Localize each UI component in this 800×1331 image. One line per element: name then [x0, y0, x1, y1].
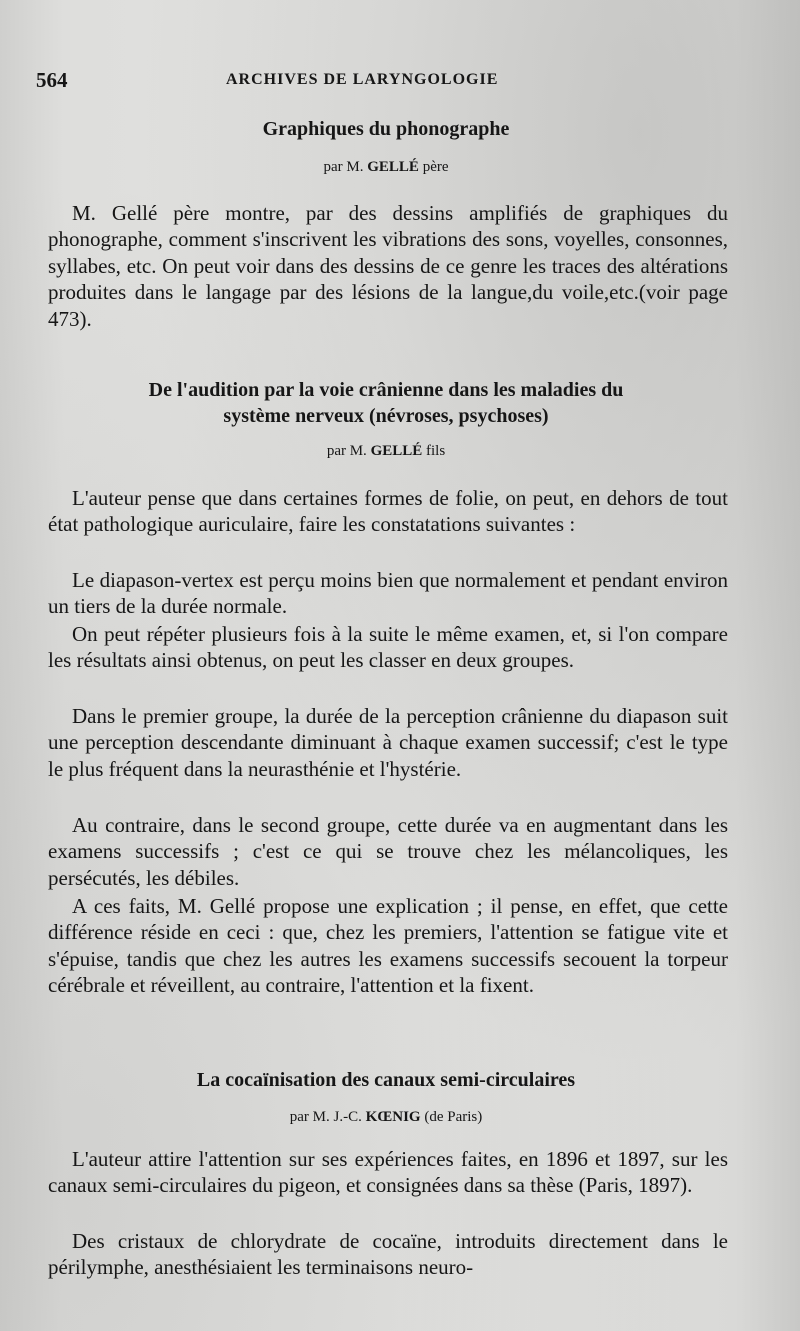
- page-number: 564: [36, 68, 68, 92]
- paragraph: Au contraire, dans le second groupe, cette durée va en augmentant dans les examens successifs ; c'est ce qui se trouve chez les mélancoliques, les persécutés, les débiles.: [48, 813, 728, 890]
- section-title-audition-line2: système nerveux (névroses, psychoses): [223, 405, 549, 427]
- running-head: ARCHIVES DE LARYNGOLOGIE: [226, 71, 499, 88]
- section-title-phonographe: Graphiques du phonographe: [262, 118, 510, 140]
- byline-suffix: fils: [426, 443, 446, 459]
- byline-author-name: GELLÉ: [367, 159, 419, 175]
- section-title-cocainisation: La cocaïnisation des canaux semi-circulaires: [196, 1069, 576, 1091]
- byline-suffix: père: [422, 159, 449, 175]
- paragraph: L'auteur attire l'attention sur ses expériences faites, en 1896 et 1897, sur les canaux semi-circulaires du pigeon, et consignées dans sa thèse (Paris, 1897).: [48, 1147, 728, 1198]
- paragraph: A ces faits, M. Gellé propose une explication ; il pense, en effet, que cette différence réside en ceci : que, chez les premiers, l'attention se fatigue vite et s'épuise, tandis que chez les autres les examens successifs secouent la torpeur cérébrale et réveillent, au contraire, l'attention et la fixent.: [48, 894, 728, 998]
- paragraph: Dans le premier groupe, la durée de la perception crânienne du diapason suit une perception descendante diminuant à chaque examen successif; c'est le type le plus fréquent dans la neurasthénie et l'hystérie.: [48, 704, 728, 781]
- byline-author-name: KŒNIG: [365, 1109, 421, 1125]
- section-title-audition-line1: De l'audition par la voie crânienne dans les maladies du: [148, 379, 624, 401]
- paragraph: L'auteur pense que dans certaines formes de folie, on peut, en dehors de tout état pathologique auriculaire, faire les constatations suivantes :: [48, 486, 728, 537]
- byline-suffix: (de Paris): [424, 1109, 483, 1125]
- paragraph: M. Gellé père montre, par des dessins amplifiés de graphiques du phonographe, comment s'inscrivent les vibrations des sons, voyelles, consonnes, syllabes, etc. On peut voir dans des dessins de ce genre les traces des altérations produites dans le langage par des lésions de la langue,du voile,etc.(voir page 473).: [48, 201, 728, 331]
- byline-prefix: par M. J.-C.: [289, 1109, 362, 1125]
- byline-prefix: par M.: [326, 443, 367, 459]
- byline-author-name: GELLÉ: [370, 443, 423, 459]
- byline-prefix: par M.: [323, 159, 364, 175]
- paragraph: Le diapason-vertex est perçu moins bien que normalement et pendant environ un tiers de la durée normale.: [48, 568, 728, 619]
- byline-gelle-pere: [36, 157, 736, 177]
- paragraph: On peut répéter plusieurs fois à la suite le même examen, et, si l'on compare les résultats ainsi obtenus, on peut les classer en deux groupes.: [48, 622, 728, 673]
- page-header: [36, 68, 726, 98]
- byline-koenig: [36, 1107, 736, 1127]
- byline-gelle-fils: [36, 441, 736, 461]
- paragraph: Des cristaux de chlorydrate de cocaïne, introduits directement dans le périlymphe, anesthésiaient les terminaisons neuro-: [48, 1229, 728, 1280]
